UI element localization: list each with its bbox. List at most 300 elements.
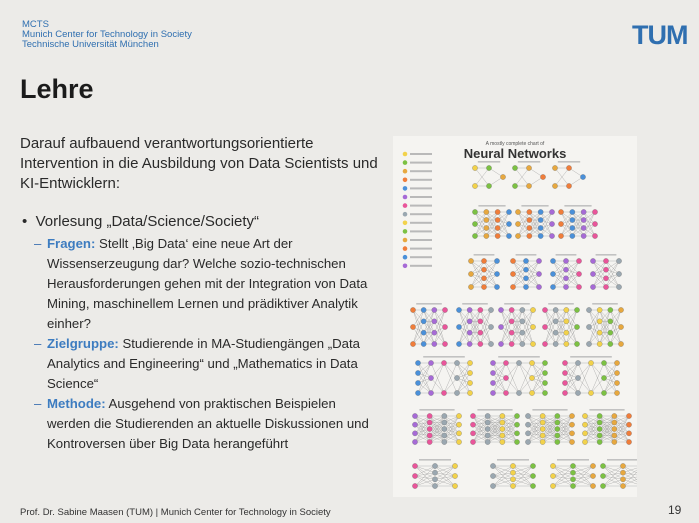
network-node bbox=[412, 422, 417, 427]
network-node bbox=[432, 477, 437, 482]
network-node bbox=[563, 284, 568, 289]
network-node bbox=[580, 174, 585, 179]
legend-dot bbox=[403, 152, 408, 157]
network-node bbox=[510, 271, 515, 276]
figure-subtitle: A mostly complete chart of bbox=[485, 141, 545, 147]
legend-dot bbox=[403, 169, 408, 174]
network-node bbox=[570, 209, 575, 214]
network-node bbox=[597, 319, 602, 324]
network-node bbox=[574, 307, 579, 312]
network-node bbox=[467, 370, 472, 375]
bullet-list bbox=[22, 212, 372, 454]
network-node bbox=[576, 258, 581, 263]
network-node bbox=[410, 324, 415, 329]
network-edge bbox=[431, 378, 444, 393]
network-node bbox=[601, 360, 606, 365]
network-node bbox=[467, 380, 472, 385]
network-node bbox=[484, 233, 489, 238]
network-node bbox=[427, 439, 432, 444]
network-caption-bar bbox=[477, 409, 512, 411]
network-node bbox=[494, 284, 499, 289]
dash-marker: – bbox=[34, 236, 42, 251]
network-node bbox=[514, 413, 519, 418]
network-node bbox=[553, 319, 558, 324]
network-diagrams bbox=[410, 161, 637, 489]
network-thumbnail bbox=[582, 409, 631, 445]
network-node bbox=[421, 319, 426, 324]
network-node bbox=[525, 431, 530, 436]
network-edge bbox=[435, 466, 455, 473]
network-node bbox=[527, 217, 532, 222]
network-node bbox=[454, 390, 459, 395]
network-edge bbox=[444, 363, 457, 378]
network-node bbox=[456, 431, 461, 436]
network-thumbnail bbox=[472, 161, 505, 189]
figure-legend bbox=[403, 152, 432, 268]
network-node bbox=[484, 209, 489, 214]
legend-label-bar bbox=[410, 179, 432, 181]
network-node bbox=[536, 284, 541, 289]
network-edge bbox=[553, 479, 573, 486]
network-node bbox=[618, 307, 623, 312]
legend-dot bbox=[403, 246, 408, 251]
network-node bbox=[608, 330, 613, 335]
network-node bbox=[490, 360, 495, 365]
network-node bbox=[412, 413, 417, 418]
network-node bbox=[566, 165, 571, 170]
network-node bbox=[500, 433, 505, 438]
network-node bbox=[421, 307, 426, 312]
network-thumbnail bbox=[558, 205, 597, 239]
network-node bbox=[608, 341, 613, 346]
network-node bbox=[485, 433, 490, 438]
network-thumbnail bbox=[600, 459, 637, 489]
network-node bbox=[515, 233, 520, 238]
network-node bbox=[500, 174, 505, 179]
bullet-marker: • bbox=[22, 213, 36, 230]
network-node bbox=[555, 413, 560, 418]
network-node bbox=[470, 431, 475, 436]
legend-dot bbox=[403, 264, 408, 269]
network-thumbnail bbox=[468, 254, 499, 290]
network-node bbox=[428, 375, 433, 380]
network-node bbox=[490, 390, 495, 395]
network-node bbox=[503, 360, 508, 365]
network-node bbox=[553, 341, 558, 346]
legend-label-bar bbox=[410, 196, 432, 198]
network-thumbnail bbox=[525, 409, 574, 445]
network-node bbox=[495, 225, 500, 230]
network-node bbox=[442, 426, 447, 431]
network-node bbox=[410, 341, 415, 346]
legend-label-bar bbox=[410, 187, 432, 189]
network-node bbox=[441, 390, 446, 395]
network-node bbox=[515, 221, 520, 226]
network-node bbox=[570, 217, 575, 222]
network-edge bbox=[519, 363, 532, 378]
network-node bbox=[488, 307, 493, 312]
network-node bbox=[485, 439, 490, 444]
network-node bbox=[614, 370, 619, 375]
network-node bbox=[620, 470, 625, 475]
network-node bbox=[597, 439, 602, 444]
network-node bbox=[563, 258, 568, 263]
network-node bbox=[612, 420, 617, 425]
legend-label-bar bbox=[410, 230, 432, 232]
network-node bbox=[467, 307, 472, 312]
dash-marker: – bbox=[34, 336, 42, 351]
network-node bbox=[562, 390, 567, 395]
network-edge bbox=[573, 479, 593, 486]
network-node bbox=[592, 221, 597, 226]
network-node bbox=[570, 470, 575, 475]
network-node bbox=[452, 473, 457, 478]
network-edge bbox=[603, 479, 623, 486]
org-line-2: Munich Center for Technology in Society bbox=[22, 29, 192, 40]
network-node bbox=[494, 258, 499, 263]
network-node bbox=[592, 233, 597, 238]
network-node bbox=[562, 370, 567, 375]
network-caption-bar bbox=[589, 409, 624, 411]
network-node bbox=[478, 307, 483, 312]
network-node bbox=[562, 380, 567, 385]
network-node bbox=[569, 431, 574, 436]
network-node bbox=[495, 209, 500, 214]
legend-label-bar bbox=[410, 239, 432, 241]
network-node bbox=[456, 307, 461, 312]
network-node bbox=[467, 390, 472, 395]
network-node bbox=[538, 233, 543, 238]
network-node bbox=[626, 431, 631, 436]
network-node bbox=[597, 420, 602, 425]
network-node bbox=[442, 420, 447, 425]
network-node bbox=[442, 433, 447, 438]
legend-dot bbox=[403, 212, 408, 217]
legend-label-bar bbox=[410, 205, 432, 207]
network-node bbox=[582, 413, 587, 418]
sub-item-label: Fragen: bbox=[47, 236, 96, 251]
network-node bbox=[468, 271, 473, 276]
network-node bbox=[514, 439, 519, 444]
network-node bbox=[570, 233, 575, 238]
network-node bbox=[441, 360, 446, 365]
sub-item-questions bbox=[22, 234, 372, 334]
network-node bbox=[620, 463, 625, 468]
network-node bbox=[540, 420, 545, 425]
network-node bbox=[542, 307, 547, 312]
network-node bbox=[538, 209, 543, 214]
network-node bbox=[612, 439, 617, 444]
network-node bbox=[481, 276, 486, 281]
network-node bbox=[510, 463, 515, 468]
network-node bbox=[503, 390, 508, 395]
network-node bbox=[616, 284, 621, 289]
network-node bbox=[432, 470, 437, 475]
network-node bbox=[472, 209, 477, 214]
network-node bbox=[570, 483, 575, 488]
network-node bbox=[506, 233, 511, 238]
network-caption-bar bbox=[504, 303, 530, 305]
network-node bbox=[552, 183, 557, 188]
network-node bbox=[555, 426, 560, 431]
network-node bbox=[478, 319, 483, 324]
legend-label-bar bbox=[410, 256, 432, 258]
network-node bbox=[506, 209, 511, 214]
network-node bbox=[512, 165, 517, 170]
network-node bbox=[564, 319, 569, 324]
network-node bbox=[472, 165, 477, 170]
network-node bbox=[542, 390, 547, 395]
legend-label-bar bbox=[410, 213, 432, 215]
network-node bbox=[563, 267, 568, 272]
network-node bbox=[495, 233, 500, 238]
network-node bbox=[478, 330, 483, 335]
network-node bbox=[542, 360, 547, 365]
network-edge bbox=[493, 466, 513, 473]
network-node bbox=[600, 483, 605, 488]
network-node bbox=[516, 360, 521, 365]
network-node bbox=[523, 284, 528, 289]
legend-dot bbox=[403, 203, 408, 208]
network-thumbnail bbox=[590, 254, 621, 290]
network-node bbox=[484, 225, 489, 230]
network-edge bbox=[578, 378, 591, 393]
network-edge bbox=[513, 466, 533, 473]
network-node bbox=[488, 341, 493, 346]
network-node bbox=[614, 390, 619, 395]
network-edge bbox=[506, 363, 519, 378]
network-node bbox=[603, 258, 608, 263]
network-node bbox=[582, 439, 587, 444]
network-node bbox=[520, 307, 525, 312]
network-node bbox=[529, 390, 534, 395]
network-node bbox=[500, 420, 505, 425]
network-node bbox=[530, 341, 535, 346]
network-node bbox=[586, 341, 591, 346]
network-node bbox=[581, 217, 586, 222]
network-edge bbox=[591, 363, 604, 378]
network-caption-bar bbox=[596, 254, 617, 256]
network-edge bbox=[623, 466, 637, 486]
network-node bbox=[592, 209, 597, 214]
network-node bbox=[626, 439, 631, 444]
network-node bbox=[527, 225, 532, 230]
network-node bbox=[432, 307, 437, 312]
network-node bbox=[588, 360, 593, 365]
network-thumbnail bbox=[412, 459, 457, 489]
org-line-1: MCTS bbox=[22, 19, 49, 30]
network-node bbox=[570, 225, 575, 230]
network-node bbox=[614, 360, 619, 365]
network-node bbox=[467, 330, 472, 335]
network-edge bbox=[603, 466, 623, 473]
network-node bbox=[555, 439, 560, 444]
network-node bbox=[472, 183, 477, 188]
network-node bbox=[485, 420, 490, 425]
sub-item-label: Zielgruppe: bbox=[47, 336, 119, 351]
network-node bbox=[582, 431, 587, 436]
network-caption-bar bbox=[516, 254, 537, 256]
organization-header bbox=[22, 20, 192, 50]
legend-label-bar bbox=[410, 265, 432, 267]
network-caption-bar bbox=[532, 409, 567, 411]
network-node bbox=[581, 225, 586, 230]
network-caption-bar bbox=[521, 205, 548, 207]
network-node bbox=[510, 284, 515, 289]
legend-dot bbox=[403, 178, 408, 183]
network-node bbox=[514, 431, 519, 436]
network-node bbox=[608, 319, 613, 324]
legend-dot bbox=[403, 186, 408, 191]
network-caption-bar bbox=[592, 303, 618, 305]
network-caption-bar bbox=[557, 459, 589, 461]
network-node bbox=[603, 276, 608, 281]
network-node bbox=[523, 267, 528, 272]
network-node bbox=[516, 390, 521, 395]
network-node bbox=[470, 439, 475, 444]
network-caption-bar bbox=[564, 205, 591, 207]
network-node bbox=[490, 483, 495, 488]
network-edge bbox=[578, 363, 591, 378]
network-node bbox=[498, 341, 503, 346]
network-node bbox=[529, 360, 534, 365]
network-node bbox=[454, 360, 459, 365]
network-node bbox=[452, 483, 457, 488]
network-caption-bar bbox=[462, 303, 488, 305]
network-caption-bar bbox=[556, 254, 577, 256]
network-node bbox=[530, 483, 535, 488]
legend-label-bar bbox=[410, 170, 432, 172]
network-thumbnail bbox=[510, 254, 541, 290]
network-caption-bar bbox=[419, 459, 451, 461]
network-node bbox=[612, 433, 617, 438]
network-node bbox=[588, 390, 593, 395]
network-edge bbox=[591, 378, 604, 393]
network-node bbox=[490, 380, 495, 385]
bullet-lecture bbox=[22, 212, 372, 232]
dash-marker: – bbox=[34, 396, 42, 411]
network-node bbox=[597, 330, 602, 335]
network-node bbox=[509, 341, 514, 346]
network-node bbox=[415, 380, 420, 385]
network-node bbox=[427, 426, 432, 431]
network-edge bbox=[553, 466, 573, 473]
network-node bbox=[520, 330, 525, 335]
intro-text: Darauf aufbauend verantwortungsorientierte Intervention in die Ausbildung von Data Scientists und KI-Entwicklern: bbox=[20, 135, 378, 192]
legend-dot bbox=[403, 229, 408, 234]
network-node bbox=[442, 307, 447, 312]
network-thumbnail bbox=[562, 356, 619, 396]
network-node bbox=[530, 463, 535, 468]
network-node bbox=[553, 307, 558, 312]
network-node bbox=[536, 271, 541, 276]
network-node bbox=[456, 341, 461, 346]
network-node bbox=[520, 319, 525, 324]
footer-text: Prof. Dr. Sabine Maasen (TUM) | Munich Center for Technology in Society bbox=[20, 507, 331, 518]
network-node bbox=[530, 307, 535, 312]
network-node bbox=[456, 413, 461, 418]
network-node bbox=[575, 390, 580, 395]
network-edge bbox=[435, 479, 455, 486]
network-node bbox=[456, 439, 461, 444]
network-node bbox=[484, 217, 489, 222]
network-node bbox=[510, 477, 515, 482]
network-thumbnail bbox=[490, 356, 547, 396]
network-node bbox=[538, 225, 543, 230]
network-node bbox=[542, 380, 547, 385]
network-node bbox=[562, 360, 567, 365]
network-edge bbox=[493, 479, 513, 486]
network-thumbnail bbox=[498, 303, 535, 347]
network-node bbox=[575, 375, 580, 380]
network-node bbox=[616, 271, 621, 276]
network-caption-bar bbox=[416, 303, 442, 305]
network-node bbox=[552, 165, 557, 170]
network-node bbox=[452, 463, 457, 468]
network-node bbox=[490, 473, 495, 478]
network-node bbox=[412, 431, 417, 436]
network-node bbox=[570, 477, 575, 482]
network-node bbox=[472, 233, 477, 238]
network-node bbox=[421, 341, 426, 346]
network-node bbox=[566, 183, 571, 188]
legend-dot bbox=[403, 221, 408, 226]
network-node bbox=[558, 221, 563, 226]
network-node bbox=[421, 330, 426, 335]
network-node bbox=[525, 422, 530, 427]
network-node bbox=[574, 341, 579, 346]
network-node bbox=[569, 422, 574, 427]
network-caption-bar bbox=[423, 356, 465, 358]
legend-dot bbox=[403, 255, 408, 260]
network-node bbox=[590, 473, 595, 478]
network-thumbnail bbox=[512, 161, 545, 189]
network-thumbnail bbox=[415, 356, 472, 396]
neural-networks-figure bbox=[393, 136, 637, 497]
network-node bbox=[597, 426, 602, 431]
network-node bbox=[427, 420, 432, 425]
network-node bbox=[542, 370, 547, 375]
network-node bbox=[549, 233, 554, 238]
network-caption-bar bbox=[548, 303, 574, 305]
network-thumbnail bbox=[515, 205, 554, 239]
network-node bbox=[590, 463, 595, 468]
network-node bbox=[540, 426, 545, 431]
network-node bbox=[490, 463, 495, 468]
network-node bbox=[603, 267, 608, 272]
network-node bbox=[581, 209, 586, 214]
network-node bbox=[509, 330, 514, 335]
network-node bbox=[582, 422, 587, 427]
network-node bbox=[509, 307, 514, 312]
network-node bbox=[410, 307, 415, 312]
network-node bbox=[529, 375, 534, 380]
network-node bbox=[456, 422, 461, 427]
network-node bbox=[514, 422, 519, 427]
network-node bbox=[597, 341, 602, 346]
network-node bbox=[530, 324, 535, 329]
network-node bbox=[527, 233, 532, 238]
network-node bbox=[527, 209, 532, 214]
network-edge bbox=[431, 363, 444, 378]
network-node bbox=[576, 271, 581, 276]
network-node bbox=[555, 420, 560, 425]
network-node bbox=[555, 433, 560, 438]
network-node bbox=[540, 433, 545, 438]
network-node bbox=[432, 341, 437, 346]
network-node bbox=[456, 324, 461, 329]
network-node bbox=[612, 426, 617, 431]
